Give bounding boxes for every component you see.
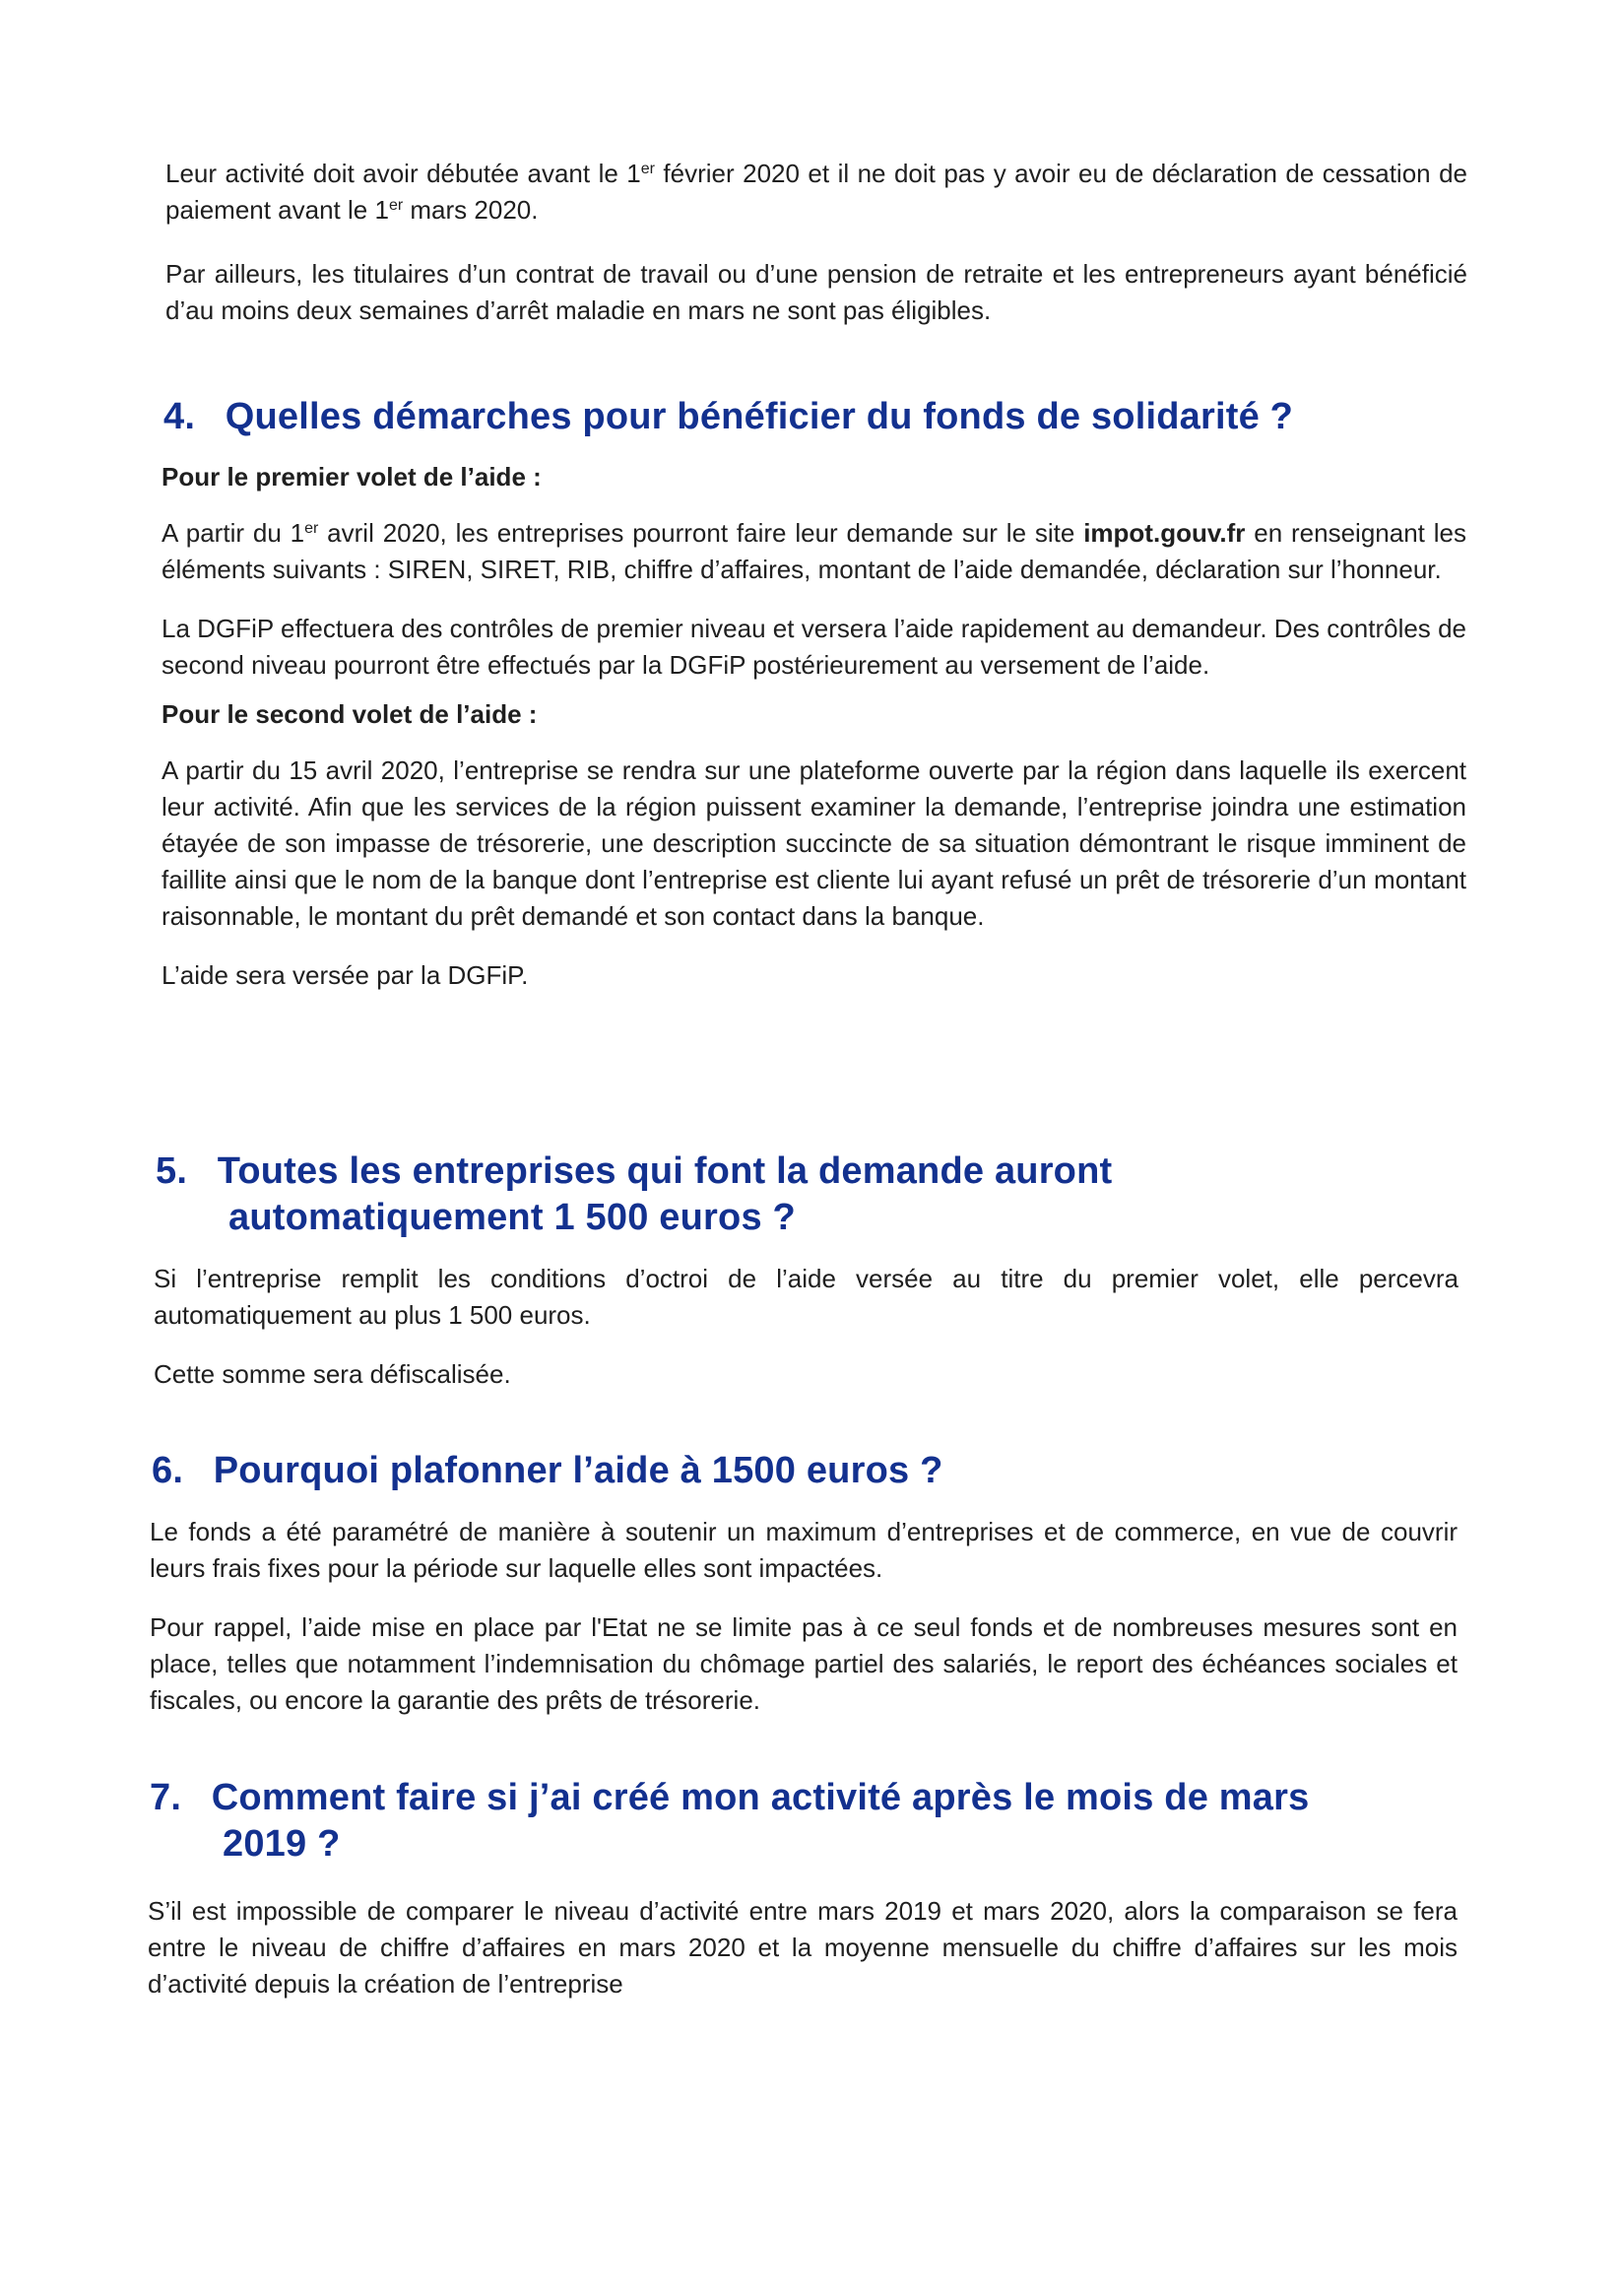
section-6-paragraph-2: Pour rappel, l’aide mise en place par l'Etat ne se limite pas à ce seul fonds et de nombreuses mesures sont en place, telles que notamment l’indemnisation du chômage partiel des salariés, le report des échéances sociales et fiscales, ou encore la garantie des prêts de trésorerie. (150, 1612, 1458, 1715)
section-7-heading: 7. Comment faire si j’ai créé mon activité après le mois de mars 2019 ? (150, 1777, 1310, 1865)
section-6-paragraph-1: Le fonds a été paramétré de manière à soutenir un maximum d’entreprises et de commerce, en vue de couvrir leurs frais fixes pour la période sur laquelle elles sont impactées. (150, 1517, 1458, 1583)
intro-paragraph-2: Par ailleurs, les titulaires d’un contrat de travail ou d’une pension de retraite et les entrepreneurs ayant bénéficié d’au moins deux semaines d’arrêt maladie en mars ne sont pas éligibles. (165, 259, 1467, 325)
section-4-paragraph-2: La DGFiP effectuera des contrôles de premier niveau et versera l’aide rapidement au demandeur. Des contrôles de second niveau pourront être effectués par la DGFiP postérieurement au versement de l’aide. (162, 614, 1466, 680)
section-5-paragraph-1: Si l’entreprise remplit les conditions d’octroi de l’aide versée au titre du premier volet, elle percevra automatiquement au plus 1 500 euros. (154, 1264, 1459, 1330)
section-4-paragraph-1: A partir du 1er avril 2020, les entreprises pourront faire leur demande sur le site impot.gouv.fr en renseignant les éléments suivants : SIREN, SIRET, RIB, chiffre d’affaires, montant de l’aide demandée, déclaration sur l’honneur. (162, 518, 1466, 584)
impot-gouv-link: impot.gouv.fr (1083, 518, 1246, 548)
section-5-heading: 5. Toutes les entreprises qui font la demande auront automatiquement 1 500 euros ? (156, 1150, 1113, 1238)
section-6-body (150, 1514, 1458, 1719)
section-5-body (154, 1261, 1459, 1393)
intro-paragraph-1: Leur activité doit avoir débutée avant le 1er février 2020 et il ne doit pas y avoir eu de déclaration de cessation de paiement avant le 1er mars 2020. (165, 159, 1467, 225)
section-5-paragraph-2: Cette somme sera défiscalisée. (154, 1359, 511, 1389)
section-4-body (162, 459, 1466, 994)
section-4-subheading-1: Pour le premier volet de l’aide : (162, 462, 542, 492)
section-4-subheading-2: Pour le second volet de l’aide : (162, 699, 538, 729)
section-7-body (148, 1893, 1458, 2002)
section-4-paragraph-4: L’aide sera versée par la DGFiP. (162, 960, 529, 990)
section-6-heading: 6. Pourquoi plafonner l’aide à 1500 euros ? (152, 1450, 943, 1491)
section-7-paragraph-1: S’il est impossible de comparer le niveau d’activité entre mars 2019 et mars 2020, alors la comparaison se fera entre le niveau de chiffre d’affaires en mars 2020 et la moyenne mensuelle du chiffre d’affaires sur les mois d’activité depuis la création de l’entreprise (148, 1896, 1458, 1999)
section-4-paragraph-3: A partir du 15 avril 2020, l’entreprise se rendra sur une plateforme ouverte par la région dans laquelle ils exercent leur activité. Afin que les services de la région puissent examiner la demande, l’entreprise joindra une estimation étayée de son impasse de trésorerie, une description succincte de sa situation démontrant le risque imminent de faillite ainsi que le nom de la banque dont l’entreprise est cliente lui ayant refusé un prêt de trésorerie d’un montant raisonnable, le montant du prêt demandé et son contact dans la banque. (162, 755, 1466, 931)
intro-section (165, 156, 1467, 329)
section-4-heading: 4. Quelles démarches pour bénéficier du fonds de solidarité ? (163, 396, 1294, 437)
